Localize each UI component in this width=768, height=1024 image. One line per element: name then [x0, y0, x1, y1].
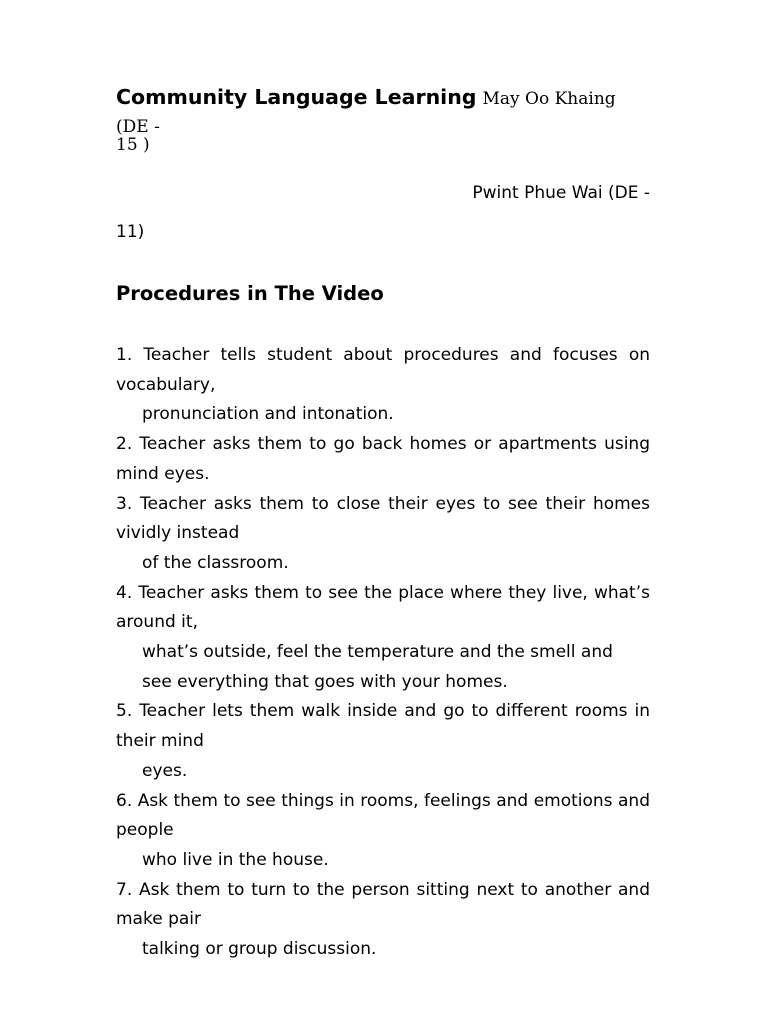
procedure-item: [116, 876, 650, 965]
procedure-continuation: see everything that goes with your homes.: [142, 671, 508, 692]
document-title: Community Language Learning: [116, 85, 477, 109]
procedure-item: [116, 430, 650, 489]
procedure-text: 3. Teacher asks them to close their eyes to see their homes vividly instead: [116, 493, 650, 544]
procedure-text: 7. Ask them to turn to the person sitting next to another and make pair: [116, 879, 650, 930]
procedure-text: 1. Teacher tells student about procedures and focuses on vocabulary,: [116, 345, 650, 395]
section-heading: Procedures in The Video: [116, 282, 384, 305]
procedure-continuation: of the classroom.: [142, 552, 289, 573]
author-2-name: Pwint Phue Wai (DE -: [472, 183, 650, 203]
procedure-text: 4. Teacher asks them to see the place where they live, what’s around it,: [116, 582, 650, 633]
author-2-class: 11): [116, 222, 145, 242]
title-line: [116, 84, 650, 140]
procedure-continuation: talking or group discussion.: [142, 939, 377, 960]
document-page: [116, 84, 650, 965]
procedure-item: [116, 697, 650, 786]
procedure-continuation: what’s outside, feel the temperature and the smell and: [142, 642, 613, 663]
procedure-text: 2. Teacher asks them to go back homes or apartments using mind eyes.: [116, 434, 650, 484]
procedure-continuation: who live in the house.: [142, 849, 329, 870]
procedure-item: [116, 579, 650, 698]
procedure-text: 6. Ask them to see things in rooms, feelings and emotions and people: [116, 790, 650, 841]
procedure-item: [116, 787, 650, 876]
procedure-continuation: eyes.: [142, 760, 188, 781]
procedure-list: [116, 341, 650, 965]
author-1-name: May Oo Khaing (DE -: [116, 89, 616, 137]
procedure-text: 5. Teacher lets them walk inside and go to different rooms in their mind: [116, 701, 650, 752]
procedure-item: [116, 490, 650, 579]
procedure-continuation: pronunciation and intonation.: [142, 404, 394, 425]
author-1-class: 15 ): [116, 135, 150, 155]
procedure-item: [116, 341, 650, 430]
